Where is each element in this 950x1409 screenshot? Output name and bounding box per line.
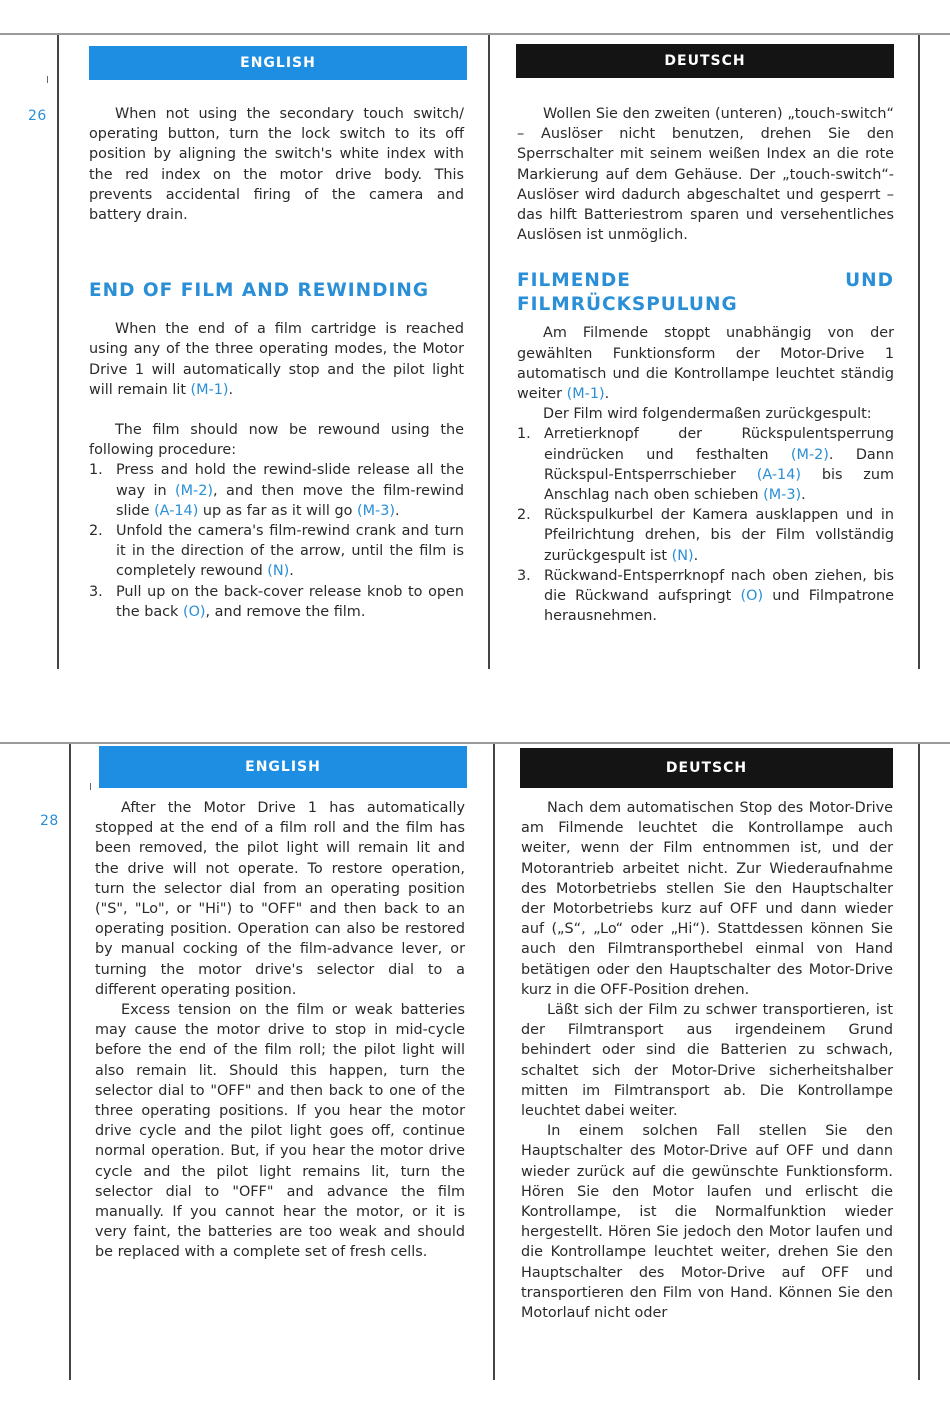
figure-ref: (M-3) [356, 502, 395, 519]
page2-left-border [69, 744, 71, 1380]
list-item: 2. Unfold the camera's film-rewind crank and turn it in the direction of the arrow, until the film is completely rewound (N). [89, 523, 464, 580]
body-paragraph: Läßt sich der Film zu schwer transportieren, ist der Filmtransport aus irgendeinem Grund behindert oder sind die Batterien zu schwach, schaltet sich der Motor-Drive sicherheitshalber mitten im Filmtransport ab. Die Kontrollampe leuchtet dabei weiter. [521, 1002, 893, 1120]
body-paragraph: The film should now be rewound using the following procedure: [89, 422, 464, 459]
margin-mark [90, 783, 91, 790]
figure-ref: (M-2) [175, 482, 214, 499]
body-paragraph: When the end of a film cartridge is reached using any of the three operating modes, the Motor Drive 1 will automatically stop and the pilot light will remain lit (M-1). [89, 321, 464, 398]
page1-center-divider [488, 35, 490, 669]
page2-right-border [918, 744, 920, 1380]
deutsch-header: DEUTSCH [516, 44, 894, 78]
english-column [95, 798, 465, 1263]
section-heading: END OF FILM AND REWINDING [89, 280, 430, 302]
intro-paragraph: When not using the secondary touch switch/ operating button, turn the lock switch to its off position by aligning the switch's white index with the red index on the motor drive body. This prevents accidental firing of the camera and battery drain. [89, 106, 464, 224]
body-paragraph: In einem solchen Fall stellen Sie den Hauptschalter des Motor-Drive auf OFF und dann wieder zurück auf die gewünschte Funktionsform. Hören Sie den Motor laufen und erlischt die Kontrollampe, ist die Normalfunktion wieder hergestellt. Hören Sie jedoch den Motor laufen und die Kontrollampe leuchtet weiter, drehen Sie den Hauptschalter des Motor-Drive auf OFF und transportieren den Film von Hand. Können Sie den Motorlauf nicht oder [521, 1123, 893, 1322]
figure-ref: (N) [267, 563, 290, 580]
list-item: 1. Arretierknopf der Rückspulentsperrung eindrücken und festhalten (M-2). Dann Rückspul-Entsperrschieber (A-14) bis zum Anschlag nach oben schieben (M-3). [517, 426, 894, 504]
english-column [89, 104, 464, 622]
bottom-rule [0, 742, 950, 744]
figure-ref: (A-14) [154, 502, 199, 519]
top-rule [0, 33, 950, 35]
page2-center-divider [493, 744, 495, 1380]
procedure-list [517, 424, 894, 626]
english-header: ENGLISH [99, 746, 467, 788]
list-item: 3. Rückwand-Entsperrknopf nach oben ziehen, bis die Rückwand aufspringt (O) und Filmpatrone herausnehmen. [517, 567, 894, 625]
figure-ref: (N) [671, 547, 694, 564]
procedure-list [89, 460, 464, 622]
list-item: 1. Press and hold the rewind-slide release all the way in (M-2), and then move the film-rewind slide (A-14) up as far as it will go (M-3). [89, 462, 464, 519]
list-item: 3. Pull up on the back-cover release knob to open the back (O), and remove the film. [89, 583, 464, 620]
figure-ref: (M-2) [790, 446, 829, 463]
english-header: ENGLISH [89, 46, 467, 80]
body-paragraph: Nach dem automatischen Stop des Motor-Drive am Filmende leuchtet die Kontrollampe auch weiter, wenn der Film entnommen ist, und der Motorantrieb arbeitet nicht. Zur Wiederaufnahme des Motorbetriebs stellen Sie den Hauptschalter der Motorbetriebs kurz auf OFF und dann wieder auf („S“, „Lo“ oder „Hi“). Stattdessen können Sie auch den Filmtransporthebel einmal von Hand betätigen oder den Hauptschalter des Motor-Drive kurz in die OFF-Position drehen. [521, 800, 893, 998]
figure-ref: (M-1) [566, 386, 605, 403]
figure-ref: (A-14) [756, 466, 801, 483]
deutsch-column [521, 798, 893, 1323]
intro-paragraph: Wollen Sie den zweiten (unteren) „touch-switch“ – Auslöser nicht benutzen, drehen Sie den Sperrschalter mit seinem weißen Index an die rote Markierung auf dem Gehäuse. Der „touch-switch“-Auslöser wird dadurch abgeschaltet und gesperrt – das hilft Batteriestrom sparen und versehentliches Auslösen ist unmöglich. [517, 106, 894, 244]
deutsch-header: DEUTSCH [520, 748, 893, 788]
body-paragraph: Excess tension on the film or weak batteries may cause the motor drive to stop in mid-cycle before the end of the film roll; the pilot light will also remain lit. Should this happen, turn the selector dial to "OFF" and then back to one of the three operating positions. If you hear the motor drive cycle and the pilot light goes off, continue normal operation. But, if you hear the motor drive cycle and the pilot light remains lit, turn the selector dial to "OFF" and advance the film manually. If you cannot hear the motor, or it is very faint, the batteries are too weak and should be replaced with a complete set of fresh cells. [95, 1002, 465, 1261]
body-paragraph: After the Motor Drive 1 has automatically stopped at the end of a film roll and the film has been removed, the pilot light will remain lit and the drive will not operate. To restore operation, turn the selector dial from an operating position ("S", "Lo", or "Hi") to "OFF" and then back to an operating position. Operation can also be restored by manual cocking of the film-advance lever, or turning the motor drive's selector dial to a different operating position. [95, 800, 465, 998]
page-number: 26 [28, 108, 47, 124]
figure-ref: (M-1) [190, 381, 229, 398]
body-paragraph: Am Filmende stoppt unabhängig von der gewählten Funktionsform der Motor-Drive 1 automatisch und die Kontrollampe leuchtet ständig weiter (M-1). [517, 325, 894, 403]
page1-right-border [918, 35, 920, 669]
section-heading: FILMENDE UND FILMRÜCKSPULUNG [517, 270, 894, 316]
body-paragraph: Der Film wird folgendermaßen zurückgespult: [543, 406, 872, 423]
margin-mark [47, 76, 48, 83]
figure-ref: (M-3) [763, 487, 802, 504]
list-item: 2. Rückspulkurbel der Kamera ausklappen und in Pfeilrichtung drehen, bis der Film vollständig zurückgespult ist (N). [517, 507, 894, 564]
figure-ref: (O) [182, 603, 206, 620]
deutsch-column [517, 104, 894, 626]
figure-ref: (O) [740, 588, 764, 605]
page1-left-border [57, 35, 59, 669]
page-number: 28 [40, 813, 59, 829]
